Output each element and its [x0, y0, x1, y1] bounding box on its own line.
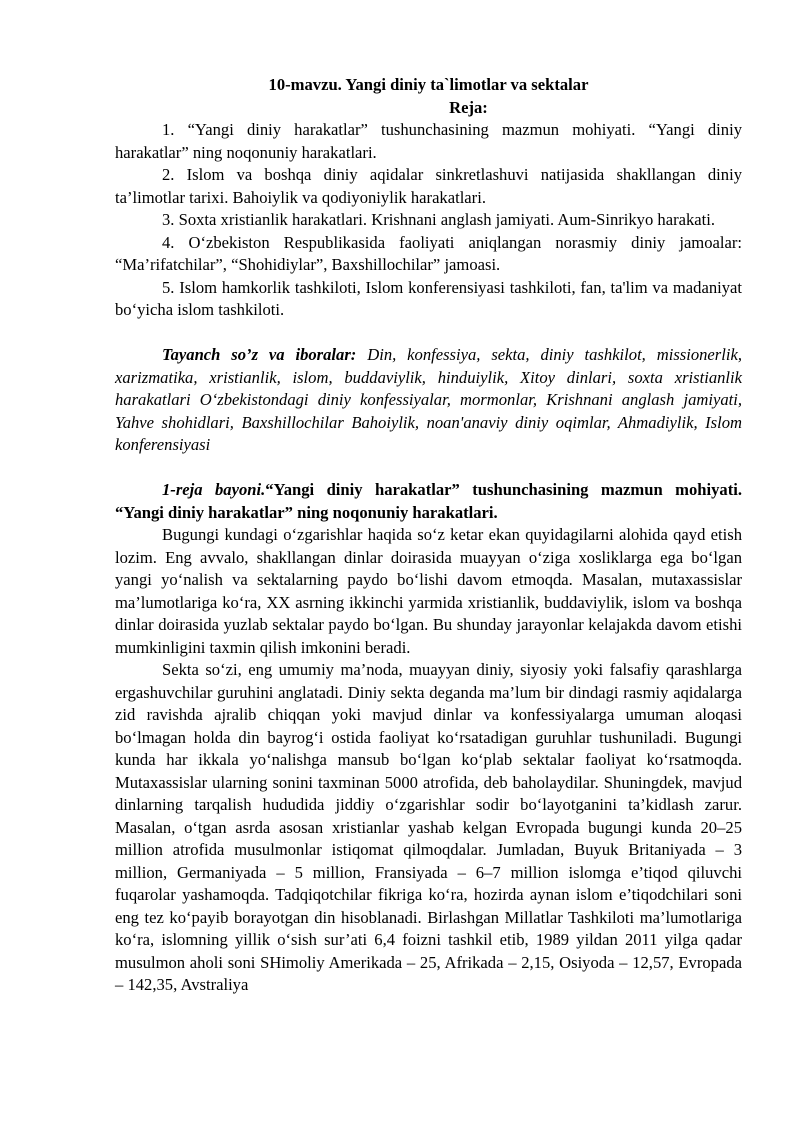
keywords-text: Din, konfessiya, sekta, diniy tashkilot, missionerlik, xarizmatika, xristianlik, islom, buddaviylik, hinduiylik, Xitoy dinlari, soxta xristianlik harakatlari O‘zbekistondagi diniy konfessiyalar, mormonlar, Krishnani anglash jamiyati, Yahve shohidlari, Baxshillochilar Bahoiylik, noan'anaviy diniy oqimlar, Ahmadiylik, Islom konferensiyasi	[115, 345, 742, 454]
body-paragraph-1: Bugungi kundagi o‘zgarishlar haqida so‘z ketar ekan quyidagilarni alohida qayd etish lozim. Eng avvalo, shakllangan dinlar doirasida muayyan o‘ziga xosliklarga ega bo‘lgan yangi yo‘nalish va sektalarning paydo bo‘lishi davom etmoqda. Masalan, mutaxassislar ma’lumotlariga ko‘ra, XX asrning ikkinchi yarmida xristianlik, buddaviylik, islom va boshqa dinlar doirasida yuzlab sektalar paydo bo‘lgan. Bu shunday jarayonlar kelajakda davom etishi mumkinligini taxmin qilish imkonini beradi.	[115, 525, 742, 657]
plan-item-3: 3. Soxta xristianlik harakatlari. Krishnani anglash jamiyati. Aum-Sinrikyo harakati.	[162, 210, 716, 229]
section-title: “Yangi diniy harakatlar” tushunchasining mazmun mohiyati. “Yangi diniy harakatlar” ning noqonuniy harakatlari.	[115, 480, 742, 522]
plan-item-1: 1. “Yangi diniy harakatlar” tushunchasining mazmun mohiyati. “Yangi diniy harakatlar” ning noqonuniy harakatlari.	[115, 120, 742, 162]
document-title: 10-mavzu. Yangi diniy ta`limotlar va sektalar	[268, 75, 589, 94]
keywords-label: Tayanch so’z va iboralar:	[162, 345, 357, 364]
document-page	[115, 74, 742, 997]
plan-item-5: 5. Islom hamkorlik tashkiloti, Islom konferensiyasi tashkiloti, fan, ta'lim va madaniyat bo‘yicha islom tashkiloti.	[115, 277, 742, 319]
keywords-paragraph	[115, 344, 742, 457]
section-label: 1-reja bayoni.	[162, 480, 266, 499]
plan-heading: Reja:	[449, 97, 488, 117]
spacer	[115, 457, 742, 480]
section-heading	[115, 479, 742, 524]
body-paragraph-2: Sekta so‘zi, eng umumiy ma’noda, muayyan diniy, siyosiy yoki falsafiy qarashlarga ergashuvchilar guruhini anglatadi. Diniy sekta deganda ma’lum bir dindagi rasmiy aqidalarga zid ravishda ajralib chiqqan yoki mavjud dinlar va konfessiyalarga umuman aloqasi bo‘lmagan holda din bayrog‘i ostida faoliyat ko‘rsatadigan guruhlar tushuniladi. Bugungi kunda har ikkala yo‘nalishga mansub bo‘lgan ko‘plab sektalar faoliyat ko‘rsatmoqda. Mutaxassislar ularning sonini taxminan 5000 atrofida, deb baholaydilar. Shuningdek, mavjud dinlarning tarqalish hududida jiddiy o‘zgarishlar sodir bo‘layotganini ta’kidlash zarur. Masalan, o‘tgan asrda asosan xristianlar yashab kelgan Evropada bugungi kunda 20–25 million atrofida musulmonlar istiqomat qilmoqdalar. Jumladan, Buyuk Britaniyada – 3 million, Germaniyada – 5 million, Fransiyada – 6–7 million islomga e’tiqod qiluvchi fuqarolar yashamoqda. Tadqiqotchilar fikriga ko‘ra, hozirda aynan islom e’tiqodchilari soni eng tez ko‘payib borayotgan din hisoblanadi. Birlashgan Millatlar Tashkiloti ma’lumotlariga ko‘ra, islomning yillik o‘sish sur’ati 6,4 foizni tashkil etib, 1989 yildan 2011 yilga qadar musulmon aholi soni SHimoliy Amerikada – 25, Afrikada – 2,15, Osiyoda – 12,57, Evropada – 142,35, Avstraliya	[115, 660, 742, 994]
plan-item-2: 2. Islom va boshqa diniy aqidalar sinkretlashuvi natijasida shakllangan diniy ta’limotlar tarixi. Bahoiylik va qodiyoniylik harakatlari.	[115, 165, 742, 207]
spacer	[115, 322, 742, 345]
plan-item-4: 4. O‘zbekiston Respublikasida faoliyati aniqlangan norasmiy diniy jamoalar: “Ma’rifatchilar”, “Shohidiylar”, Baxshillochilar” jamoasi.	[115, 232, 742, 274]
